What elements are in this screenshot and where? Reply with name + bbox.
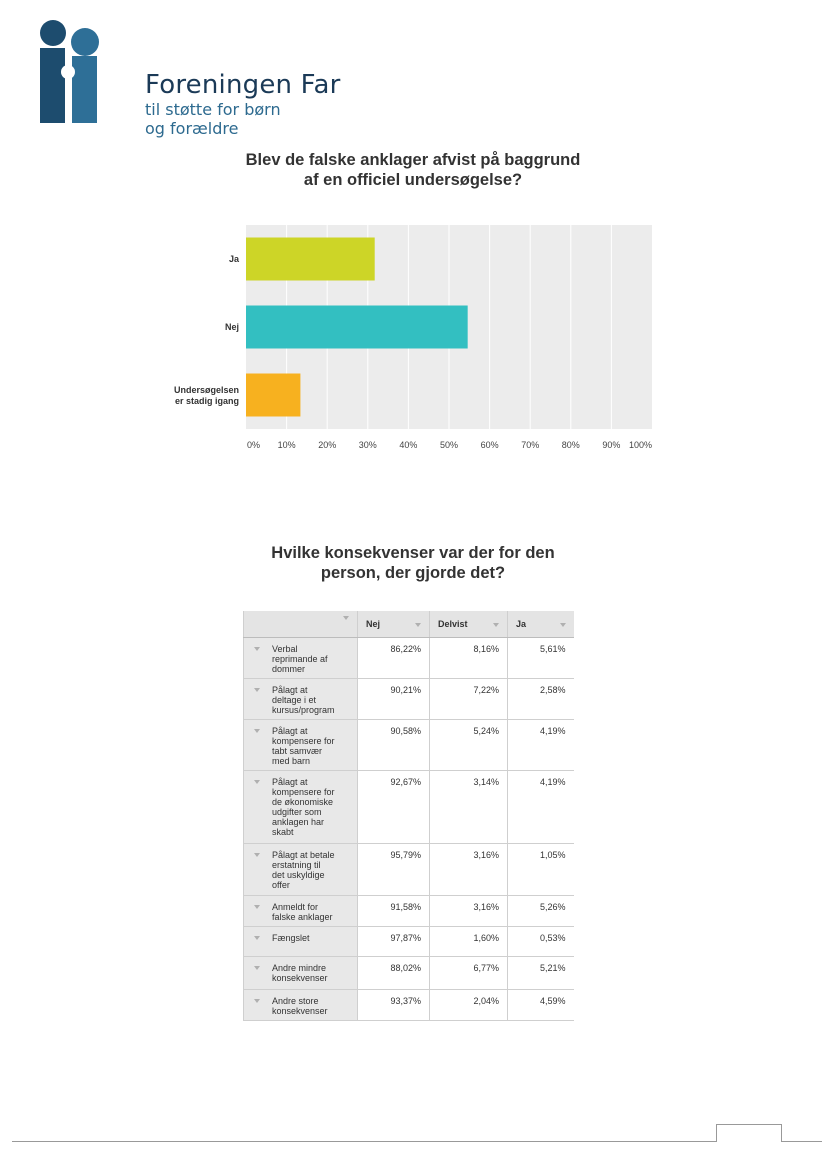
column-header-label: Delvist bbox=[438, 618, 468, 629]
cell-value: 4,59% bbox=[508, 989, 574, 1020]
cell-value: 97,87% bbox=[358, 926, 430, 956]
expand-caret-icon bbox=[254, 647, 260, 651]
tagline-line-2: og forældre bbox=[145, 119, 239, 138]
x-tick-label: 40% bbox=[399, 440, 418, 450]
cell-value: 0,53% bbox=[508, 926, 574, 956]
x-tick-label: 60% bbox=[480, 440, 499, 450]
bar bbox=[246, 238, 375, 281]
chart-title bbox=[0, 150, 826, 190]
x-tick-label: 20% bbox=[318, 440, 337, 450]
logo-mark-icon bbox=[36, 18, 116, 128]
row-label-line: kompensere for bbox=[272, 735, 335, 746]
row-label-line: Pålagt at bbox=[272, 684, 308, 695]
row-label-line: med barn bbox=[272, 755, 311, 766]
cell-value: 5,61% bbox=[508, 637, 574, 678]
x-tick-label: 30% bbox=[358, 440, 377, 450]
table-title bbox=[0, 543, 826, 583]
chart-title-line-2: af en officiel undersøgelse? bbox=[303, 171, 523, 189]
cell-value: 5,21% bbox=[508, 956, 574, 989]
cell-value: 2,04% bbox=[430, 989, 508, 1020]
cell-value: 4,19% bbox=[508, 719, 574, 770]
column-header-label: Ja bbox=[516, 618, 527, 629]
cell-value: 6,77% bbox=[430, 956, 508, 989]
row-label-line: Pålagt at bbox=[272, 725, 308, 736]
row-label[interactable] bbox=[244, 637, 358, 678]
x-tick-label: 100% bbox=[628, 440, 652, 450]
foreningen-far-logo bbox=[36, 18, 341, 138]
cell-value: 7,22% bbox=[430, 678, 508, 719]
bar bbox=[246, 374, 300, 417]
category-label: Nej bbox=[224, 322, 239, 332]
cell-value: 90,58% bbox=[358, 719, 430, 770]
cell-value: 86,22% bbox=[358, 637, 430, 678]
plot-area bbox=[246, 225, 652, 429]
table-row bbox=[244, 719, 574, 770]
column-header-nej[interactable] bbox=[358, 611, 430, 637]
table-row bbox=[244, 637, 574, 678]
cell-value: 1,60% bbox=[430, 926, 508, 956]
row-label[interactable] bbox=[244, 770, 358, 843]
row-label-line: Pålagt at betale bbox=[272, 849, 335, 860]
row-label[interactable] bbox=[244, 895, 358, 926]
row-label-line: udgifter som bbox=[272, 806, 322, 817]
row-label[interactable] bbox=[244, 956, 358, 989]
row-label[interactable] bbox=[244, 678, 358, 719]
row-label-line: konsekvenser bbox=[272, 1005, 328, 1016]
row-label[interactable] bbox=[244, 989, 358, 1020]
row-label-line: Pålagt at bbox=[272, 776, 308, 787]
column-header-label: Nej bbox=[366, 618, 381, 629]
table-row bbox=[244, 895, 574, 926]
row-label-line: skabt bbox=[272, 826, 294, 837]
row-label[interactable] bbox=[244, 843, 358, 895]
table-title-line-1: Hvilke konsekvenser var der for den bbox=[271, 544, 555, 562]
logo-text bbox=[145, 70, 340, 138]
x-tick-label: 50% bbox=[439, 440, 459, 450]
row-label-line: falske anklager bbox=[272, 911, 333, 922]
row-label-line: tabt samvær bbox=[272, 745, 323, 756]
expand-caret-icon bbox=[254, 905, 260, 909]
cell-value: 2,58% bbox=[508, 678, 574, 719]
sort-caret-icon bbox=[343, 616, 349, 620]
cell-value: 5,24% bbox=[430, 719, 508, 770]
cell-value: 8,16% bbox=[430, 637, 508, 678]
row-label-line: reprimande af bbox=[272, 653, 328, 664]
cell-value: 5,26% bbox=[508, 895, 574, 926]
column-header-ja[interactable] bbox=[508, 611, 574, 637]
page-number-box bbox=[716, 1124, 782, 1142]
column-header-delvist[interactable] bbox=[430, 611, 508, 637]
sort-caret-icon bbox=[560, 623, 566, 627]
row-label-line: de økonomiske bbox=[272, 796, 334, 807]
row-label-line: Andre store bbox=[272, 995, 319, 1006]
x-tick-label: 70% bbox=[521, 440, 540, 450]
sort-caret-icon bbox=[493, 623, 499, 627]
footer-line bbox=[12, 1141, 822, 1142]
row-label-line: offer bbox=[272, 879, 290, 890]
row-label-line: dommer bbox=[272, 663, 306, 674]
x-tick-label: 90% bbox=[602, 440, 621, 450]
row-label-line: kursus/program bbox=[272, 704, 335, 715]
row-label-line: anklagen har bbox=[272, 816, 325, 827]
cell-value: 95,79% bbox=[358, 843, 430, 895]
table-row bbox=[244, 678, 574, 719]
expand-caret-icon bbox=[254, 780, 260, 784]
category-label: Undersøgelsen bbox=[173, 385, 239, 395]
row-label-line: erstatning til bbox=[272, 859, 321, 870]
sort-caret-icon bbox=[415, 623, 421, 627]
row-label[interactable] bbox=[244, 926, 358, 956]
table-corner-header[interactable] bbox=[244, 611, 358, 637]
cell-value: 91,58% bbox=[358, 895, 430, 926]
table-row bbox=[244, 843, 574, 895]
table-row bbox=[244, 926, 574, 956]
cell-value: 88,02% bbox=[358, 956, 430, 989]
table-row bbox=[244, 989, 574, 1020]
row-label-line: det uskyldige bbox=[272, 869, 325, 880]
org-name: Foreningen Far bbox=[145, 70, 341, 100]
expand-caret-icon bbox=[254, 966, 260, 970]
x-tick-label: 10% bbox=[277, 440, 296, 450]
row-label-line: deltage i et bbox=[272, 694, 317, 705]
cell-value: 3,14% bbox=[430, 770, 508, 843]
category-label: er stadig igang bbox=[174, 396, 239, 406]
row-label[interactable] bbox=[244, 719, 358, 770]
cell-value: 1,05% bbox=[508, 843, 574, 895]
x-tick-label: 0% bbox=[247, 440, 261, 450]
expand-caret-icon bbox=[254, 729, 260, 733]
cell-value: 92,67% bbox=[358, 770, 430, 843]
cell-value: 4,19% bbox=[508, 770, 574, 843]
table-header-row bbox=[244, 611, 574, 637]
bar bbox=[246, 306, 468, 349]
row-label-line: Verbal bbox=[272, 643, 298, 654]
table-title-line-2: person, der gjorde det? bbox=[320, 564, 506, 582]
expand-caret-icon bbox=[254, 936, 260, 940]
tagline-line-1: til støtte for børn bbox=[145, 100, 281, 119]
cell-value: 3,16% bbox=[430, 843, 508, 895]
table-row bbox=[244, 956, 574, 989]
row-label-line: kompensere for bbox=[272, 786, 335, 797]
expand-caret-icon bbox=[254, 853, 260, 857]
chart-title-line-1: Blev de falske anklager afvist på baggrund bbox=[245, 151, 581, 169]
expand-caret-icon bbox=[254, 688, 260, 692]
cell-value: 3,16% bbox=[430, 895, 508, 926]
category-label: Ja bbox=[228, 254, 239, 264]
table-row bbox=[244, 770, 574, 843]
expand-caret-icon bbox=[254, 999, 260, 1003]
row-label-line: Anmeldt for bbox=[272, 901, 319, 912]
row-label-line: konsekvenser bbox=[272, 972, 328, 983]
row-label-line: Andre mindre bbox=[272, 962, 327, 973]
cell-value: 93,37% bbox=[358, 989, 430, 1020]
consequences-table bbox=[243, 611, 574, 1021]
cell-value: 90,21% bbox=[358, 678, 430, 719]
x-tick-label: 80% bbox=[561, 440, 580, 450]
row-label-line: Fængslet bbox=[272, 932, 310, 943]
